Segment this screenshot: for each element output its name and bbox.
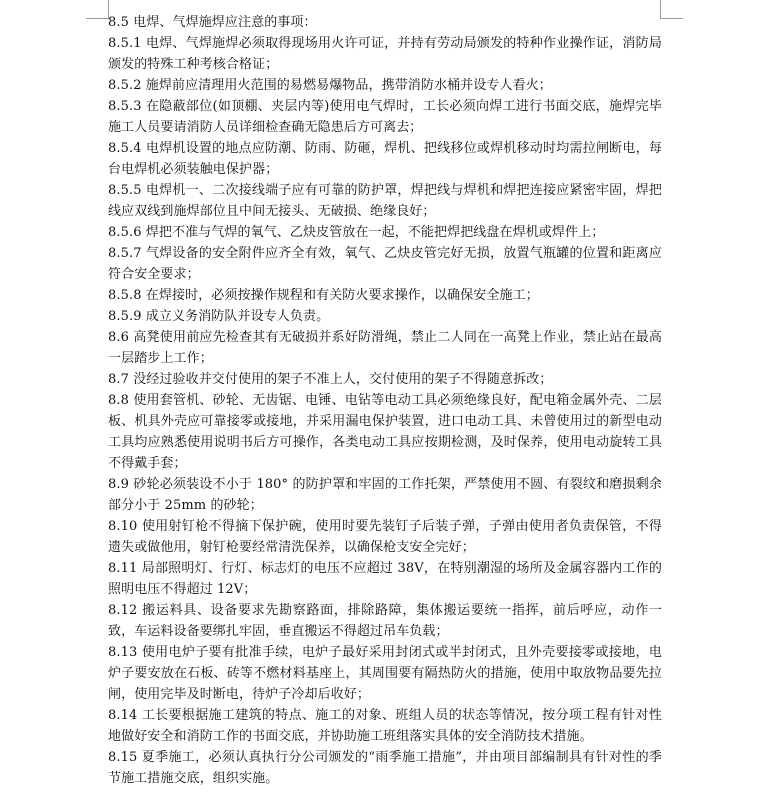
paragraph-8-14: 8.14 工长要根据施工建筑的特点、施工的对象、班组人员的状态等情况，按分项工程有针对性地做好安全和消防工作的书面交底，并协助施工班组落实具体的安全消防技术措施。 [108,708,662,744]
paragraph-8-5-2: 8.5.2 施焊前应清理用火范围的易燃易爆物品，携带消防水桶并设专人看火； [108,78,552,93]
paragraph-8-5-1: 8.5.1 电焊、气焊施焊必须取得现场用火许可证，并持有劳动局颁发的特种作业操作证，消防局颁发的特殊工种考核合格证； [108,36,662,72]
paragraph-8-5-8: 8.5.8 在焊接时，必须按操作规程和有关防火要求操作，以确保安全施工； [108,288,539,303]
paragraph-8-12: 8.12 搬运料具、设备要求先勘察路面，排除路障，集体搬运要统一指挥，前后呼应，动作一致，车运料设备要绑扎牢固，垂直搬运不得超过吊车负载； [108,603,662,639]
document-body [108,12,662,789]
paragraph-8-11: 8.11 局部照明灯、行灯、标志灯的电压不应超过 38V，在特别潮湿的场所及金属容器内工作的照明电压不得超过 12V； [108,561,662,597]
paragraph-8-9: 8.9 砂轮必须装设不小于 180° 的防护罩和牢固的工作托架，严禁使用不圆、有裂纹和磨损剩余部分小于 25mm 的砂轮； [108,477,662,513]
paragraph-8-7: 8.7 没经过验收并交付使用的架子不准上人，交付使用的架子不得随意拆改； [108,372,553,387]
paragraph-8-15: 8.15 夏季施工，必须认真执行分公司颁发的“雨季施工措施”，并由项目部编制具有针对性的季节施工措施交底，组织实施。 [108,750,662,786]
paragraph-8-5: 8.5 电焊、气焊施焊应注意的事项： [108,15,317,30]
paragraph-8-13: 8.13 使用电炉子要有批准手续，电炉子最好采用封闭式或半封闭式，且外壳要接零或接地，电炉子要安放在石板、砖等不燃材料基座上，其周围要有隔热防火的措施，使用中取放物品要先拉闸，使用完毕及时断电，待炉子冷却后收好； [108,645,662,702]
paragraph-8-5-4: 8.5.4 电焊机设置的地点应防潮、防雨、防砸，焊机、把线移位或焊机移动时均需拉闸断电，每台电焊机必须装触电保护器； [108,141,662,177]
paragraph-8-8: 8.8 使用套管机、砂轮、无齿锯、电锤、电钻等电动工具必须绝缘良好，配电箱金属外壳、二层板、机具外壳应可靠接零或接地，并采用漏电保护装置，进口电动工具、未曾使用过的新型电动工具均应熟悉使用说明书后方可操作，各类电动工具应按期检测，及时保养，使用电动旋转工具不得戴手套； [108,393,662,471]
paragraph-8-5-7: 8.5.7 气焊设备的安全附件应齐全有效，氧气、乙炔皮管完好无损，放置气瓶罐的位置和距离应符合安全要求； [108,246,662,282]
paragraph-8-5-3: 8.5.3 在隐蔽部位(如顶棚、夹层内等)使用电气焊时，工长必须向焊工进行书面交底，施焊完毕施工人员要请消防人员详细检查确无隐患后方可离去； [108,99,662,135]
paragraph-8-5-6: 8.5.6 焊把不准与气焊的氧气、乙炔皮管放在一起，不能把焊把线盘在焊机或焊件上； [108,225,605,240]
paragraph-8-5-9: 8.5.9 成立义务消防队并设专人负责。 [108,309,330,324]
paragraph-8-10: 8.10 使用射钉枪不得摘下保护碗，使用时要先装钉子后装子弹，子弹由使用者负责保管，不得遗失或做他用，射钉枪要经常清洗保养，以确保枪支安全完好； [108,519,662,555]
page-corner-mark-right [660,0,683,19]
page-corner-mark-left [86,0,109,19]
paragraph-8-6: 8.6 高凳使用前应先检查其有无破损并系好防滑绳，禁止二人同在一高凳上作业，禁止站在最高一层踏步上工作； [108,330,662,366]
paragraph-8-5-5: 8.5.5 电焊机一、二次接线端子应有可靠的防护罩，焊把线与焊机和焊把连接应紧密牢固，焊把线应双线到施焊部位且中间无接头、无破损、绝缘良好； [108,183,662,219]
